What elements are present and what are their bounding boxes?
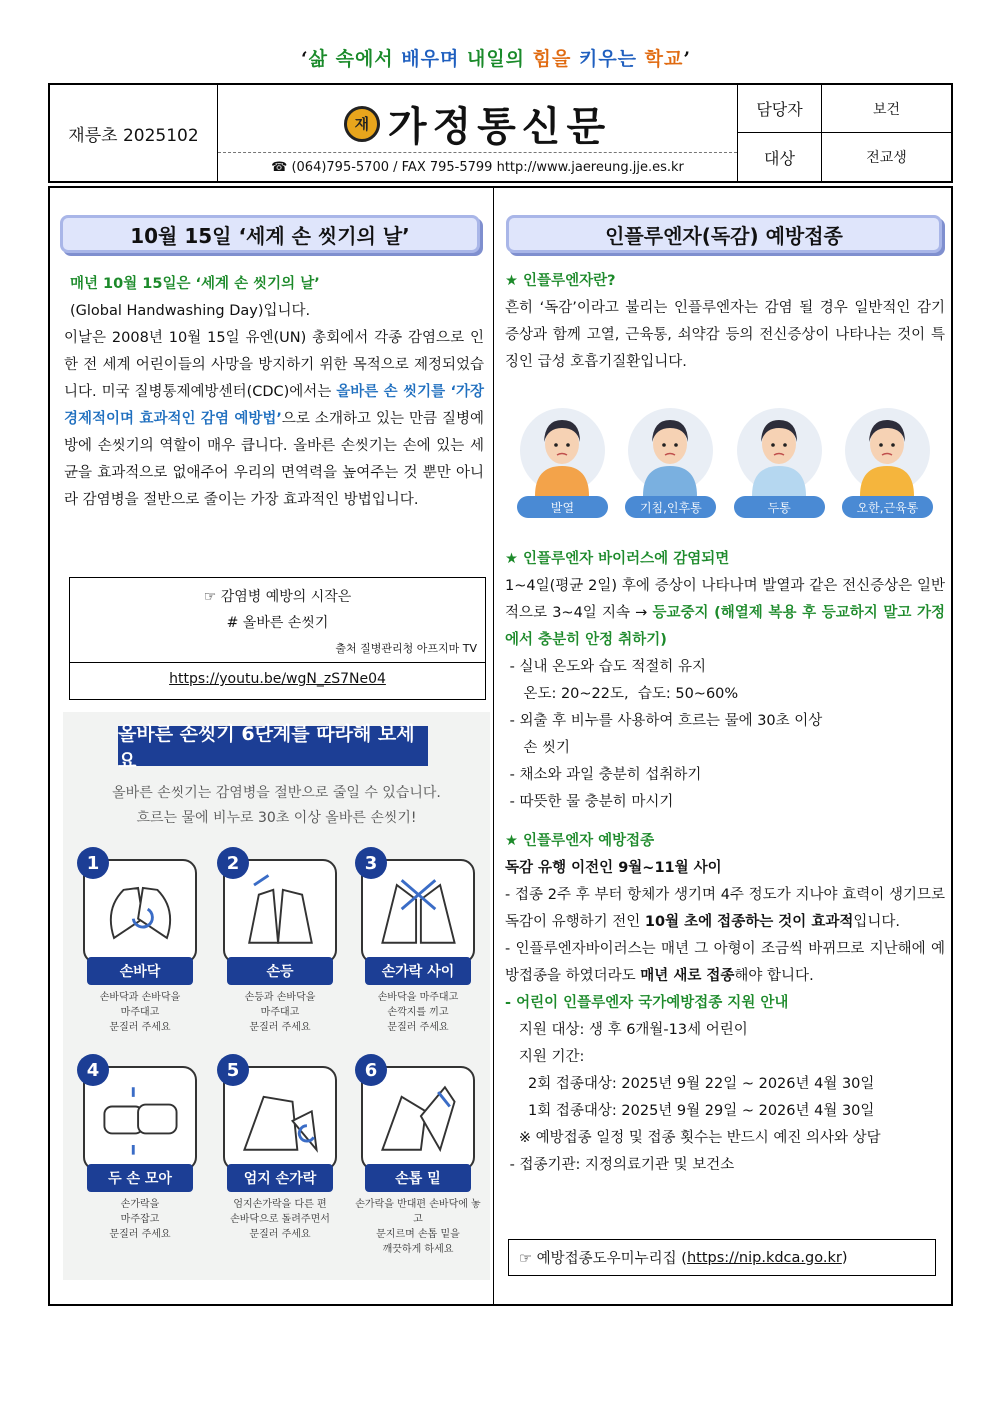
vaccination-section — [505, 828, 945, 1179]
school-seal-icon: 재 — [344, 106, 380, 142]
note-line-1: ☞ 감염병 예방의 시작은 — [203, 589, 352, 605]
handwashing-infographic — [63, 712, 490, 1280]
motto-word: 키우는 — [571, 48, 638, 70]
column-divider — [493, 188, 494, 1304]
list-item: 온도: 20~22도, 습도: 50~60% — [505, 686, 739, 702]
motto-word: 내일의 — [459, 48, 526, 70]
school-suspension-note: 등교중지 (해열제 복용 후 등교하지 말고 가정에서 충분히 안정 취하기) — [505, 605, 945, 648]
step-label: 두 손 모아 — [87, 1164, 193, 1192]
list-item: 1회 접종대상: 2025년 9월 29일 ~ 2026년 4월 30일 — [505, 1103, 875, 1119]
handwash-step — [215, 1054, 345, 1254]
heading-vaccination: ★ 인플루엔자 예방접종 — [505, 833, 655, 849]
step-label: 엄지 손가락 — [227, 1164, 333, 1192]
flu-definition-text: 흔히 ‘독감’이라고 불리는 인플루엔자는 감염 될 경우 일반적인 감기 증상과 함께 고열, 근육통, 쇠약감 등의 전신증상이 나타나는 것이 특징인 급성 호흡기질환입니다. — [505, 300, 945, 370]
intro-english: (Global Handwashing Day)입니다. — [70, 303, 311, 319]
nip-link[interactable]: https://nip.kdca.go.kr — [686, 1249, 842, 1266]
step-description: 손바닥을 마주대고 손깍지를 끼고 문질러 주세요 — [377, 992, 459, 1033]
heading-national-support: - 어린이 인플루엔자 국가예방접종 지원 안내 — [505, 995, 789, 1011]
step-number: 5 — [217, 1054, 249, 1086]
step-number: 6 — [355, 1054, 387, 1086]
symptom-card — [840, 400, 935, 520]
step-description: 손바닥과 손바닥을 마주대고 문질러 주세요 — [99, 992, 181, 1033]
symptom-card — [623, 400, 718, 520]
list-item: - 외출 후 비누를 사용하여 흐르는 물에 30초 이상 — [505, 713, 823, 729]
motto-words — [309, 48, 684, 70]
step-number: 3 — [355, 847, 387, 879]
person-icon — [623, 400, 718, 496]
symptom-card — [515, 400, 610, 520]
infection-text: 1~4일(평균 2일) 후에 증상이 나타나며 발열과 같은 전신증상은 일반적으로 3~4일 지속 → 등교중지 (해열제 복용 후 등교하지 말고 가정에서 충분히 안정 취하기) — [505, 578, 945, 648]
info-table — [738, 85, 951, 181]
list-item: - 접종기관: 지정의료기관 및 보건소 — [505, 1157, 735, 1173]
note-source: 출처 질병관리청 아프지마 TV — [335, 642, 477, 655]
step-description: 손등과 손바닥을 마주대고 문질러 주세요 — [244, 992, 316, 1033]
influenza-definition — [505, 268, 945, 376]
school-motto — [0, 44, 992, 71]
handwashing-day-title: 10월 15일 ‘세계 손 씻기의 날’ — [60, 215, 480, 253]
infographic-sub-1: 올바른 손씻기는 감염병을 절반으로 줄일 수 있습니다. — [112, 785, 441, 801]
list-item: ※ 예방접종 일정 및 접종 횟수는 반드시 예진 의사와 상담 — [505, 1130, 881, 1146]
handwash-step — [75, 1054, 205, 1254]
newsletter-header — [48, 83, 953, 183]
step-label: 손바닥 — [87, 957, 193, 985]
motto-quote-close: ’ — [683, 48, 691, 70]
note-line-2: # 올바른 손씻기 — [226, 615, 329, 631]
page-title: 가정통신문 — [387, 103, 612, 150]
list-item: 지원 기간: — [505, 1049, 585, 1065]
symptom-card — [732, 400, 827, 520]
intro-highlight: 매년 10월 15일은 ‘세계 손 씻기의 날’ — [70, 276, 320, 292]
handwashing-intro — [64, 271, 484, 514]
nip-link-box: ☞ 예방접종도우미누리집 ( https://nip.kdca.go.kr ) — [508, 1239, 936, 1276]
video-note-box — [69, 577, 486, 700]
step-number: 1 — [77, 847, 109, 879]
cdc-highlight: 올바른 손 씻기를 ‘가장 경제적이며 효과적인 감염 예방법’ — [64, 384, 484, 427]
step-description: 손가락을 반대편 손바닥에 놓고 문지르며 손톱 밑을 깨끗하게 하세요 — [355, 1199, 481, 1255]
list-item: 2회 접종대상: 2025년 9월 22일 ~ 2026년 4월 30일 — [505, 1076, 875, 1092]
title-block — [218, 85, 738, 181]
main-content — [48, 186, 953, 1306]
step-description: 손가락을 마주잡고 문질러 주세요 — [109, 1199, 171, 1240]
step-label: 손톱 밑 — [365, 1164, 471, 1192]
influenza-title: 인플루엔자(독감) 예방접종 — [506, 215, 942, 253]
video-link[interactable]: https://youtu.be/wgN_zS7Ne04 — [169, 671, 386, 687]
list-item: - 따뜻한 물 충분히 마시기 — [505, 794, 674, 810]
list-item: - 채소와 과일 충분히 섭취하기 — [505, 767, 702, 783]
handwash-step — [75, 847, 205, 1047]
list-item: 지원 대상: 생 후 6개월-13세 어린이 — [505, 1022, 748, 1038]
support-details — [505, 1017, 945, 1179]
symptom-label: 기침,인후통 — [625, 496, 716, 518]
step-number: 2 — [217, 847, 249, 879]
manager-value: 보건 — [822, 85, 951, 133]
list-item: - 실내 온도와 습도 적절히 유지 — [505, 659, 706, 675]
vaccination-yearly: - 인플루엔자바이러스는 매년 그 아형이 조금씩 바뀌므로 지난해에 예방접종을 하였더라도 매년 새로 접종해야 합니다. — [505, 941, 945, 984]
motto-word: 삶 속에서 — [308, 48, 394, 70]
vaccination-timing: - 접종 2주 후 부터 항체가 생기며 4주 정도가 지나야 효력이 생기므로 독감이 유행하기 전인 10월 초에 접종하는 것이 효과적입니다. — [505, 887, 945, 930]
vaccination-period: 독감 유행 이전인 9월~11월 사이 — [505, 860, 722, 876]
person-icon — [840, 400, 935, 496]
person-icon — [732, 400, 827, 496]
infographic-banner: 올바른 손씻기 6단계를 따라해 보세요 — [118, 726, 428, 766]
heading-infection: ★ 인플루엔자 바이러스에 감염되면 — [505, 551, 730, 567]
symptom-label: 두통 — [734, 496, 825, 518]
symptom-label: 오한,근육통 — [842, 496, 933, 518]
infection-section — [505, 546, 945, 816]
target-label: 대상 — [738, 133, 822, 181]
motto-word: 배우며 — [393, 48, 460, 70]
manager-label: 담당자 — [738, 85, 822, 133]
handwash-step — [353, 847, 483, 1047]
infographic-sub-2: 흐르는 물에 비누로 30초 이상 올바른 손씻기! — [136, 810, 417, 826]
step-description: 엄지손가락을 다른 편 손바닥으로 돌려주면서 문질러 주세요 — [230, 1199, 330, 1240]
title-divider — [218, 152, 737, 153]
prevention-list — [505, 654, 945, 816]
issue-number: 재릉초 2025102 — [50, 85, 218, 181]
person-icon — [515, 400, 610, 496]
heading-what-is-flu: ★ 인플루엔자란? — [505, 273, 616, 289]
motto-word: 학교 — [637, 48, 684, 70]
motto-quote-open: ‘ — [301, 48, 309, 70]
handwash-step — [353, 1054, 483, 1254]
contact-info: ☎ (064)795-5700 / FAX 795-5799 http://www.jaereung.jje.es.kr — [271, 160, 684, 175]
intro-body: 이날은 2008년 10월 15일 유엔(UN) 총회에서 각종 감염으로 인한 전 세계 어린이들의 사망을 방지하기 위한 목적으로 제정되었습니다. 미국 질병통제예방센터(CDC)에서는 올바른 손 씻기를 ‘가장 경제적이며 효과적인 감염 예방법’으로 소개하고 있는 만큼 질병예방에 손씻기의 역할이 매우 큽니다. 올바른 손씻기는 손에 있는 세균을 효과적으로 없애주어 우리의 면역력을 높여주는 것 뿐만 아니라 감염병을 절반으로 줄이는 가장 효과적인 방법입니다. — [64, 330, 485, 508]
symptom-illustrations — [515, 400, 935, 520]
step-number: 4 — [77, 1054, 109, 1086]
target-value: 전교생 — [866, 150, 907, 166]
step-label: 손가락 사이 — [365, 957, 471, 985]
step-label: 손등 — [227, 957, 333, 985]
motto-word: 힘을 — [525, 48, 572, 70]
symptom-label: 발열 — [517, 496, 608, 518]
handwash-step — [215, 847, 345, 1047]
list-item: 손 씻기 — [505, 740, 571, 756]
